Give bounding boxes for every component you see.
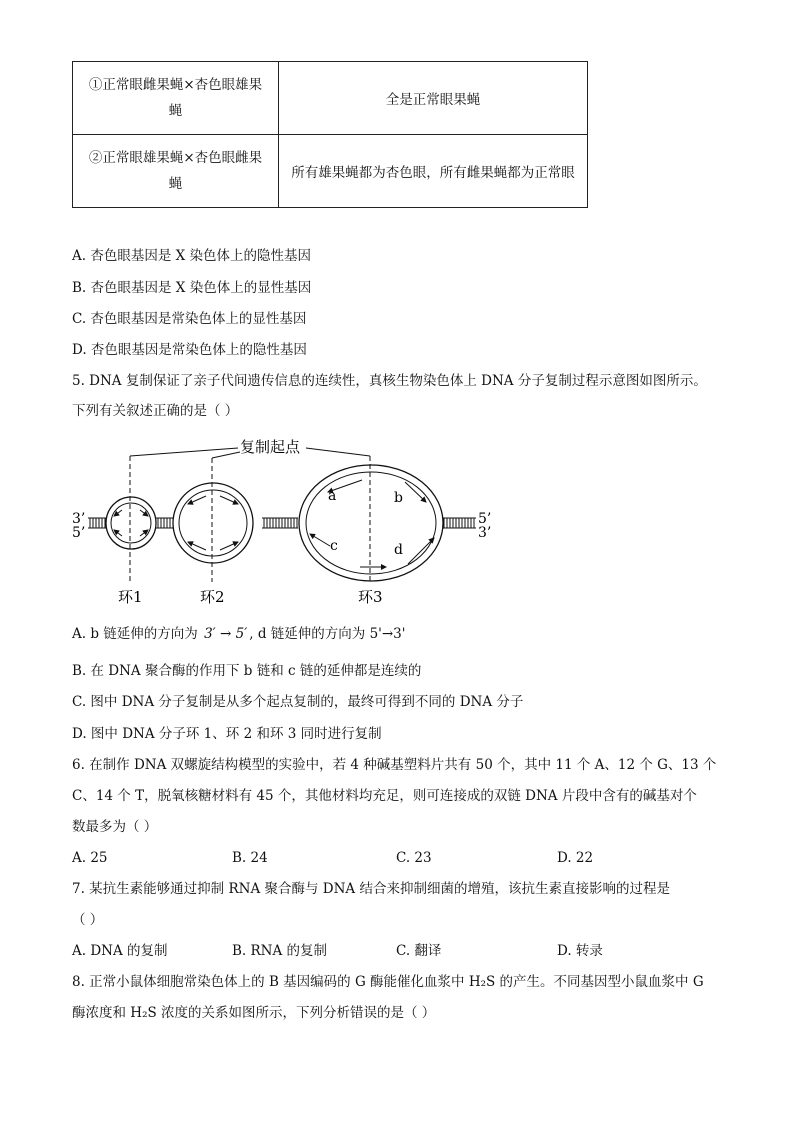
chain-a-label: a <box>328 488 337 504</box>
q5-option-b: B. 在 DNA 聚合酶的作用下 b 链和 c 链的延伸都是连续的 <box>72 663 422 679</box>
origin-leader-left <box>130 448 238 456</box>
loop3-outer <box>299 465 443 581</box>
q4-option-a: A. 杏色眼基因是 X 染色体上的隐性基因 <box>72 248 312 264</box>
q7-stem-line1: 7. 某抗生素能够通过抑制 RNA 聚合酶与 DNA 结合来抑制细菌的增殖，该抗生素直接影响的过程是 <box>72 881 670 897</box>
q6-stem-line1: 6. 在制作 DNA 双螺旋结构模型的实验中，若 4 种碱基塑料片共有 50 个，其中 11 个 A、12 个 G、13 个 <box>72 757 717 773</box>
q5-stem-line2: 下列有关叙述正确的是（ ） <box>72 403 239 419</box>
cross-cell: ②正常眼雄果蝇×杏色眼雌果 蝇 <box>73 135 279 208</box>
result-cell: 所有雄果蝇都为杏色眼，所有雌果蝇都为正常眼 <box>279 135 588 208</box>
loop2-label: 环2 <box>200 588 225 606</box>
q5-option-c: C. 图中 DNA 分子复制是从多个起点复制的，最终可得到不同的 DNA 分子 <box>72 694 524 710</box>
q5-option-d: D. 图中 DNA 分子环 1、环 2 和环 3 同时进行复制 <box>72 726 382 742</box>
end-right-top: 5’ <box>478 511 492 527</box>
q5-stem-line1: 5. DNA 复制保证了亲子代间遗传信息的连续性，真核生物染色体上 DNA 分子复制过程示意图如图所示。 <box>72 373 707 389</box>
q7-option-a: A. DNA 的复制 <box>72 943 168 959</box>
q5-option-a: A. b 链延伸的方向为 3′ → 5′ , d 链延伸的方向为 5'→3' <box>72 626 406 642</box>
result-cell: 全是正常眼果蝇 <box>279 62 588 135</box>
chain-c-label: c <box>330 538 338 554</box>
dna-replication-figure <box>60 430 510 610</box>
loop2-outer <box>173 483 253 563</box>
q7-option-d: D. 转录 <box>557 943 603 959</box>
q6-stem-line2: C、14 个 T，脱氧核糖材料有 45 个，其他材料均充足，则可连接成的双链 DNA 片段中含有的碱基对个 <box>72 788 697 804</box>
q8-stem-line1: 8. 正常小鼠体细胞常染色体上的 B 基因编码的 G 酶能催化血浆中 H₂S 的产生。不同基因型小鼠血浆中 G <box>72 974 704 990</box>
dna-duplex <box>88 518 476 528</box>
chain-d-arrow <box>408 538 434 564</box>
table-row <box>73 135 588 208</box>
end-left-bottom: 5’ <box>72 525 86 541</box>
q6-option-a: A. 25 <box>72 850 108 866</box>
table-row <box>73 62 588 135</box>
loop3-label: 环3 <box>358 588 383 606</box>
origin-leader-mid <box>212 452 240 458</box>
q7-option-c: C. 翻译 <box>396 943 442 959</box>
loop1-outer <box>106 497 156 549</box>
q4-option-d: D. 杏色眼基因是常染色体上的隐性基因 <box>72 342 307 358</box>
cross-table <box>72 61 588 208</box>
q8-stem-line2: 酶浓度和 H₂S 浓度的关系如图所示，下列分析错误的是（ ） <box>72 1005 436 1021</box>
chain-c-arrow <box>310 534 330 546</box>
loop2-inner <box>179 490 247 556</box>
q7-stem-line2: （ ） <box>72 912 104 928</box>
q4-option-c: C. 杏色眼基因是常染色体上的显性基因 <box>72 311 307 327</box>
end-left-top: 3’ <box>72 511 86 527</box>
end-right-bottom: 3’ <box>478 525 492 541</box>
origin-leader-right <box>306 448 370 456</box>
direction-formula: 3′ → 5′ <box>204 626 248 642</box>
chain-d-label: d <box>394 542 403 558</box>
q7-option-b: B. RNA 的复制 <box>232 943 328 959</box>
q6-option-d: D. 22 <box>557 850 594 866</box>
q4-option-b: B. 杏色眼基因是 X 染色体上的显性基因 <box>72 280 312 296</box>
origin-label: 复制起点 <box>240 438 301 456</box>
loop3-inner <box>306 472 436 574</box>
cross-cell: ①正常眼雌果蝇×杏色眼雄果 蝇 <box>73 62 279 135</box>
chain-b-label: b <box>394 490 403 506</box>
q6-option-c: C. 23 <box>396 850 432 866</box>
q6-stem-line3: 数最多为（ ） <box>72 819 158 835</box>
q6-option-b: B. 24 <box>232 850 268 866</box>
loop1-inner <box>111 503 151 543</box>
loop1-label: 环1 <box>118 588 143 606</box>
